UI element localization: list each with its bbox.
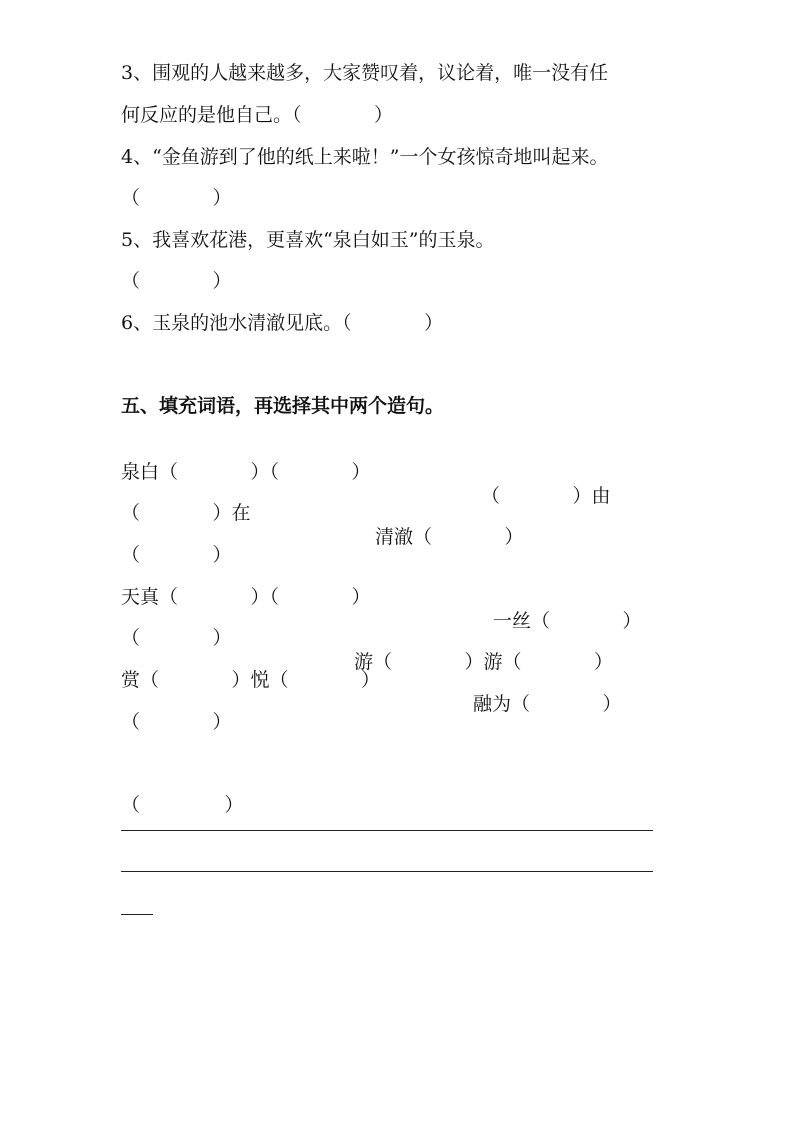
question-4-answer-blank: （ ） — [121, 187, 232, 209]
fill-item-you-you: 游（ ）游（ ） — [354, 651, 613, 673]
question-4-line-1: 4、“金鱼游到了他的纸上来啦！”一个女孩惊奇地叫起来。 — [121, 146, 609, 168]
fill-item-shang-yue: 赏（ ）悦（ ） — [121, 669, 380, 691]
question-5-line-1: 5、我喜欢花港，更喜欢“泉白如玉”的玉泉。 — [121, 229, 495, 251]
section-5-heading: 五、填充词语，再选择其中两个造句。 — [121, 395, 445, 417]
question-6-line: 6、玉泉的池水清澈见底。（ ） — [121, 312, 444, 334]
question-3-line-2: 何反应的是他自己。（ ） — [121, 104, 393, 126]
sentence-writing-line-3[interactable] — [121, 914, 153, 915]
sentence-writing-line-1[interactable] — [121, 830, 653, 831]
question-3-line-1: 3、围观的人越来越多，大家赞叹着，议论着，唯一没有任 — [121, 62, 609, 84]
fill-item-you: （ ）由 — [481, 485, 611, 507]
fill-item-yisi: 一丝（ ） — [493, 610, 642, 632]
fill-row-8 — [121, 769, 244, 817]
fill-item-blank: （ ） — [121, 627, 232, 649]
fill-item-tianzhen: 天真（ ）（ ） — [121, 586, 371, 608]
fill-item-blank: （ ） — [121, 794, 244, 816]
fill-item-blank: （ ） — [121, 544, 232, 566]
fill-item-quanbai: 泉白（ ）（ ） — [121, 461, 371, 483]
fill-item-rongwei: 融为（ ） — [473, 693, 622, 715]
sentence-writing-line-2[interactable] — [121, 871, 653, 872]
question-5-answer-blank: （ ） — [121, 270, 232, 292]
fill-row-7 — [121, 686, 232, 734]
fill-item-blank: （ ） — [121, 711, 232, 733]
fill-item-qingche: 清澈（ ） — [375, 526, 524, 548]
fill-item-zai: （ ）在 — [121, 502, 251, 524]
fill-row-3 — [121, 519, 232, 567]
